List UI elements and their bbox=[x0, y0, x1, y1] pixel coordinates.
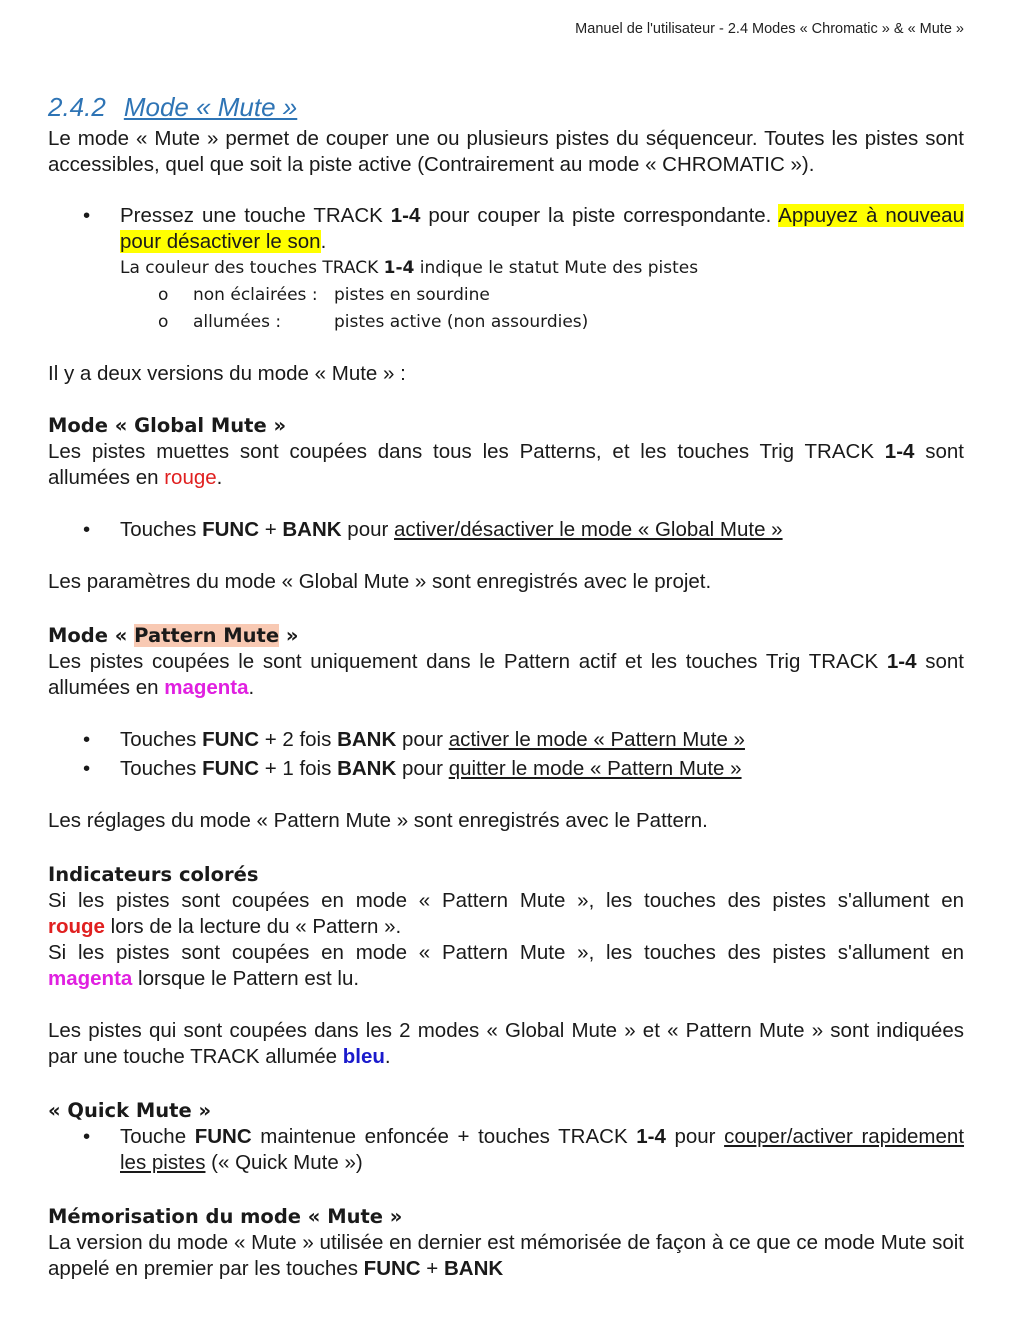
indicators-heading: Indicateurs colorés bbox=[48, 863, 259, 886]
pattern-mute-text: Les pistes coupées le sont uniquement dans le Pattern actif et les touches Trig TRACK 1-4 sont allumées en magenta. bbox=[48, 650, 964, 699]
section-heading bbox=[48, 92, 964, 122]
list-item: • Touches FUNC + 2 fois BANK pour activer le mode « Pattern Mute » bbox=[83, 728, 745, 751]
global-mute-saved: Les paramètres du mode « Global Mute » sont enregistrés avec le projet. bbox=[48, 570, 712, 593]
global-mute-text: Les pistes muettes sont coupées dans tous les Patterns, et les touches Trig TRACK 1-4 sont allumées en rouge. bbox=[48, 440, 964, 489]
section-number: 2.4.2 bbox=[48, 92, 106, 122]
bullet-list-global bbox=[48, 517, 964, 543]
bullet-list-track bbox=[48, 203, 964, 255]
global-mute-heading: Mode « Global Mute » bbox=[48, 414, 287, 437]
two-versions: Il y a deux versions du mode « Mute » : bbox=[48, 362, 406, 385]
indicators-line-1: Si les pistes sont coupées en mode « Pattern Mute », les touches des pistes s'allument en bbox=[48, 889, 964, 912]
pattern-mute-heading: Mode « Pattern Mute » bbox=[48, 624, 299, 647]
pattern-mute-saved: Les réglages du mode « Pattern Mute » sont enregistrés avec le Pattern. bbox=[48, 809, 708, 832]
list-item: • Touches FUNC + BANK pour activer/désactiver le mode « Global Mute » bbox=[83, 518, 783, 541]
list-item: • Pressez une touche TRACK 1-4 pour couper la piste correspondante. Appuyez à nouveau pour désactiver le son. bbox=[83, 204, 964, 253]
state-item: o allumées : pistes active (non assourdies) bbox=[158, 312, 589, 332]
memo-heading: Mémorisation du mode « Mute » bbox=[48, 1205, 403, 1228]
indicators-both: Les pistes qui sont coupées dans les 2 modes « Global Mute » et « Pattern Mute » sont indiquées par une touche TRACK allumée bleu. bbox=[48, 1019, 964, 1068]
content bbox=[48, 92, 964, 1282]
page-header: Manuel de l'utilisateur - 2.4 Modes « Chromatic » & « Mute » bbox=[575, 21, 964, 37]
highlight: Appuyez à nouveau pour désactiver le son bbox=[120, 204, 964, 253]
state-item: o non éclairées : pistes en sourdine bbox=[158, 285, 490, 305]
quick-mute-heading: « Quick Mute » bbox=[48, 1099, 212, 1122]
indicators-line-1b: rouge lors de la lecture du « Pattern ». bbox=[48, 915, 402, 938]
list-item: • Touches FUNC + 1 fois BANK pour quitter le mode « Pattern Mute » bbox=[83, 757, 742, 780]
indicators-line-2b: magenta lorsque le Pattern est lu. bbox=[48, 967, 360, 990]
bullet-list-quick bbox=[48, 1124, 964, 1176]
section-title[interactable]: Mode « Mute » bbox=[123, 92, 298, 122]
list-item: • Touche FUNC maintenue enfoncée + touches TRACK 1-4 pour couper/activer rapidement les pistes (« Quick Mute ») bbox=[83, 1125, 965, 1174]
memo-text: La version du mode « Mute » utilisée en dernier est mémorisée de façon à ce que ce mode Mute soit appelé en premier par les touches FUNC + BANK bbox=[48, 1231, 964, 1280]
bullet-list-pattern bbox=[48, 727, 964, 782]
intro-paragraph: Le mode « Mute » permet de couper une ou plusieurs pistes du séquenceur. Toutes les pistes sont accessibles, quel que soit la piste active (Contrairement au mode « CHROMATIC »). bbox=[48, 127, 964, 176]
indicators-line-2: Si les pistes sont coupées en mode « Pattern Mute », les touches des pistes s'allument en bbox=[48, 941, 964, 964]
status-note: La couleur des touches TRACK 1-4 indique le statut Mute des pistes bbox=[120, 258, 699, 278]
